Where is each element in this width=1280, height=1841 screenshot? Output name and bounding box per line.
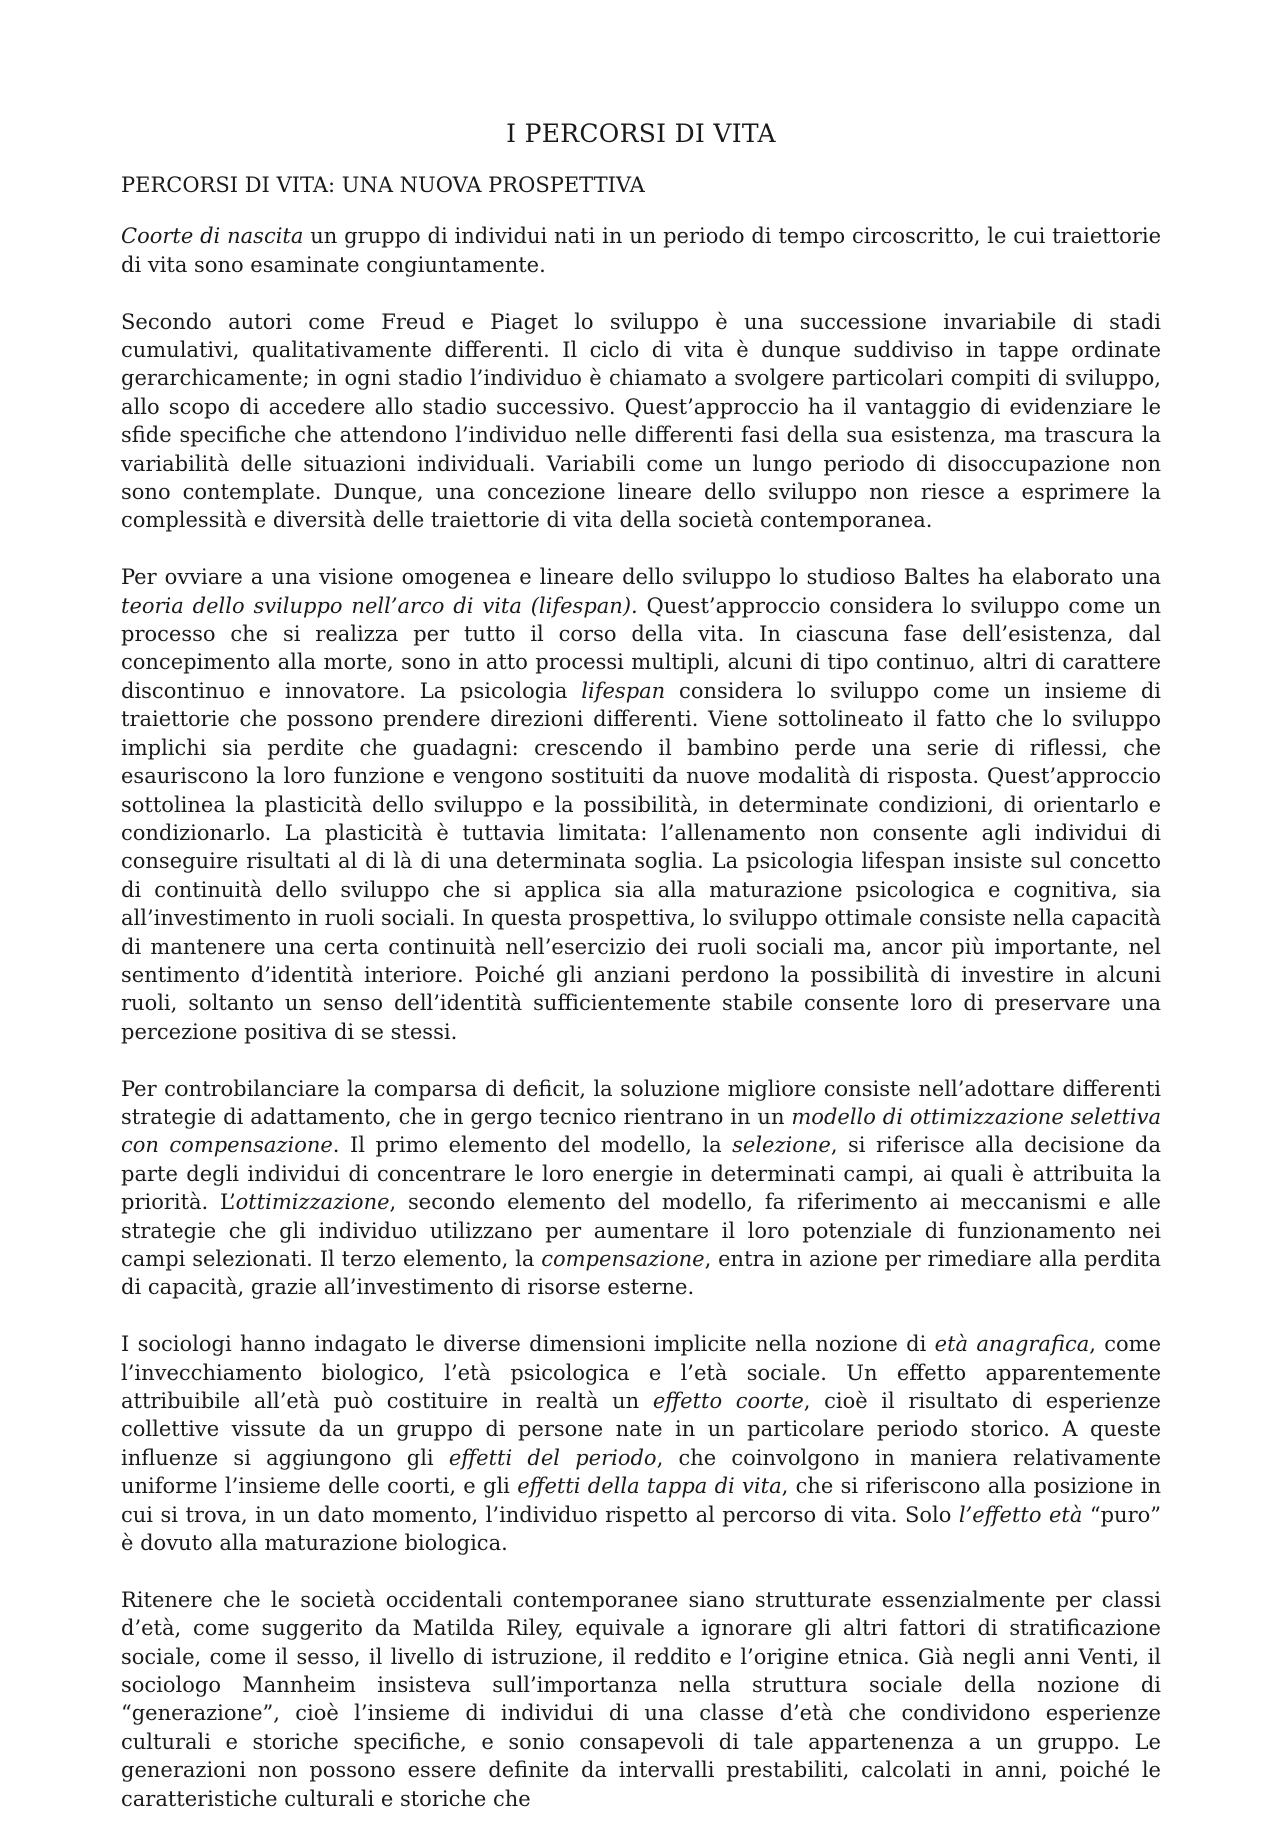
paragraph-text: un gruppo di individui nati in un periodo di tempo circoscritto, le cui traiettorie di vita sono esaminate congiuntamente. xyxy=(121,224,1161,277)
document-title: I PERCORSI DI VITA xyxy=(506,119,776,148)
paragraph-text: , come l’invecchiamento biologico, l’età psicologica e l’età sociale. Un effetto apparentemente attribuibile all’età può costituire in realtà un xyxy=(121,1332,1161,1413)
paragraph-text: Ritenere che le società occidentali contemporanee siano strutturate essenzialmente per classi d’età, come suggerito da Matilda Riley, equivale a ignorare gli altri fattori di stratificazione sociale, come il sesso, il livello di istruzione, il reddito e l’origine etnica. Già negli anni Venti, il sociologo Mannheim insisteva sull’importanza nella struttura sociale della nozione di “generazione”, cioè l’insieme di individui di una classe d’età che condividono esperienze culturali e storiche specifiche, e sonio consapevoli di tale appartenenza a un gruppo. Le generazioni non possono essere definite da intervalli prestabiliti, calcolati in anni, poiché le caratteristiche culturali e storiche che xyxy=(121,1587,1161,1811)
italic-term: lifespan xyxy=(581,678,666,703)
paragraph-text: Quest’approccio considera lo sviluppo come un processo che si realizza per tutto il corso della vita. In ciascuna fase dell’esistenza, dal concepimento alla morte, sono in atto processi multipli, alcuni di tipo continuo, altri di carattere discontinuo e innovatore. La psicologia xyxy=(121,593,1161,703)
italic-term: effetto coorte xyxy=(652,1389,804,1413)
italic-term: ottimizzazione xyxy=(235,1190,390,1215)
section-heading: PERCORSI DI VITA: UNA NUOVA PROSPETTIVA xyxy=(121,173,645,197)
paragraphs-container xyxy=(121,222,1161,1813)
paragraph-5 xyxy=(121,1330,1161,1557)
paragraph-1 xyxy=(121,222,1161,279)
italic-term: l’effetto età xyxy=(958,1502,1083,1527)
italic-term: effetti del periodo xyxy=(448,1445,657,1470)
paragraph-6 xyxy=(121,1586,1161,1813)
paragraph-text: considera lo sviluppo come un insieme di traiettorie che possono prendere direzioni differenti. Viene sottolineato il fatto che lo sviluppo implichi sia perdite che guadagni: crescendo il bambino perde una serie di riflessi, che esauriscono la loro funzione e vengono sostituiti da nuove modalità di risposta. Quest’approccio sottolinea la plasticità dello sviluppo e la possibilità, in determinate condizioni, di orientarlo e condizionarlo. La plasticità è tuttavia limitata: l’allenamento non consente agli individui di conseguire risultati al di là di una determinata soglia. La psicologia lifespan insiste sul concetto di continuità dello sviluppo che si applica sia alla maturazione psicologica e cognitiva, sia all’investimento in ruoli sociali. In questa prospettiva, lo sviluppo ottimale consiste nella capacità di mantenere una certa continuità nell’esercizio dei ruoli sociali ma, ancor più importante, nel sentimento d’identità interiore. Poiché gli anziani perdono la possibilità di investire in alcuni ruoli, soltanto un senso dell’identità sufficientemente stabile consente loro di preservare una percezione positiva di se stessi. xyxy=(121,678,1161,1044)
paragraph-text: , si riferisce alla decisione da parte degli individui di concentrare le loro energie in determinati campi, ai quali è attribuita la priorità. L’ xyxy=(121,1133,1161,1215)
paragraph-text: “puro” è dovuto alla maturazione biologica. xyxy=(121,1502,1161,1556)
italic-term: compensazione xyxy=(541,1246,705,1271)
italic-term: Coorte di nascita xyxy=(121,224,304,249)
italic-term: teoria dello sviluppo nell’arco di vita (lifespan). xyxy=(121,593,638,618)
paragraph-text: , entra in azione per rimediare alla perdita di capacità, grazie all’investimento di risorse esterne. xyxy=(121,1246,1162,1300)
paragraph-4 xyxy=(121,1075,1161,1302)
paragraph-text: , secondo elemento del modello, fa riferimento ai meccanismi e alle strategie che gli individuo utilizzano per aumentare il loro potenziale di funzionamento nei campi selezionati. Il terzo elemento, la xyxy=(121,1190,1161,1271)
paragraph-text: , che si riferiscono alla posizione in cui si trova, in un dato momento, l’individuo rispetto al percorso di vita. Solo xyxy=(121,1474,1161,1527)
paragraph-text: . Il primo elemento del modello, la xyxy=(332,1133,733,1158)
paragraph-2 xyxy=(121,308,1161,535)
italic-term: selezione xyxy=(732,1133,831,1158)
italic-term: modello di ottimizzazione selettiva con compensazione xyxy=(121,1104,1161,1158)
paragraph-text: , cioè il risultato di esperienze collettive vissute da un gruppo di persone nate in un particolare periodo storico. A queste influenze si aggiungono gli xyxy=(121,1389,1161,1470)
paragraph-3 xyxy=(121,563,1161,1046)
paragraph-text: I sociologi hanno indagato le diverse dimensioni implicite nella nozione di xyxy=(121,1332,935,1357)
document-body xyxy=(121,118,1161,1841)
italic-term: età anagrafica xyxy=(934,1332,1090,1357)
italic-term: effetti della tappa di vita xyxy=(517,1474,782,1499)
paragraph-text: , che coinvolgono in maniera relativamente uniforme l’insieme delle coorti, e gli xyxy=(121,1445,1162,1499)
paragraph-text: Secondo autori come Freud e Piaget lo sviluppo è una successione invariabile di stadi cumulativi, qualitativamente differenti. Il ciclo di vita è dunque suddiviso in tappe ordinate gerarchicamente; in ogni stadio l’individuo è chiamato a svolgere particolari compiti di sviluppo, allo scopo di accedere allo stadio successivo. Quest’approccio ha il vantaggio di evidenziare le sfide specifiche che attendono l’individuo nelle differenti fasi della sua esistenza, ma trascura la variabilità delle situazioni individuali. Variabili come un lungo periodo di disoccupazione non sono contemplate. Dunque, una concezione lineare dello sviluppo non riesce a esprimere la complessità e diversità delle traiettorie di vita della società contemporanea. xyxy=(121,309,1161,533)
paragraph-text: Per ovviare a una visione omogenea e lineare dello sviluppo lo studioso Baltes ha elaborato una xyxy=(121,565,1161,590)
paragraph-text: Per controbilanciare la comparsa di deficit, la soluzione migliore consiste nell’adottare differenti strategie di adattamento, che in gergo tecnico rientrano in un xyxy=(121,1076,1161,1129)
